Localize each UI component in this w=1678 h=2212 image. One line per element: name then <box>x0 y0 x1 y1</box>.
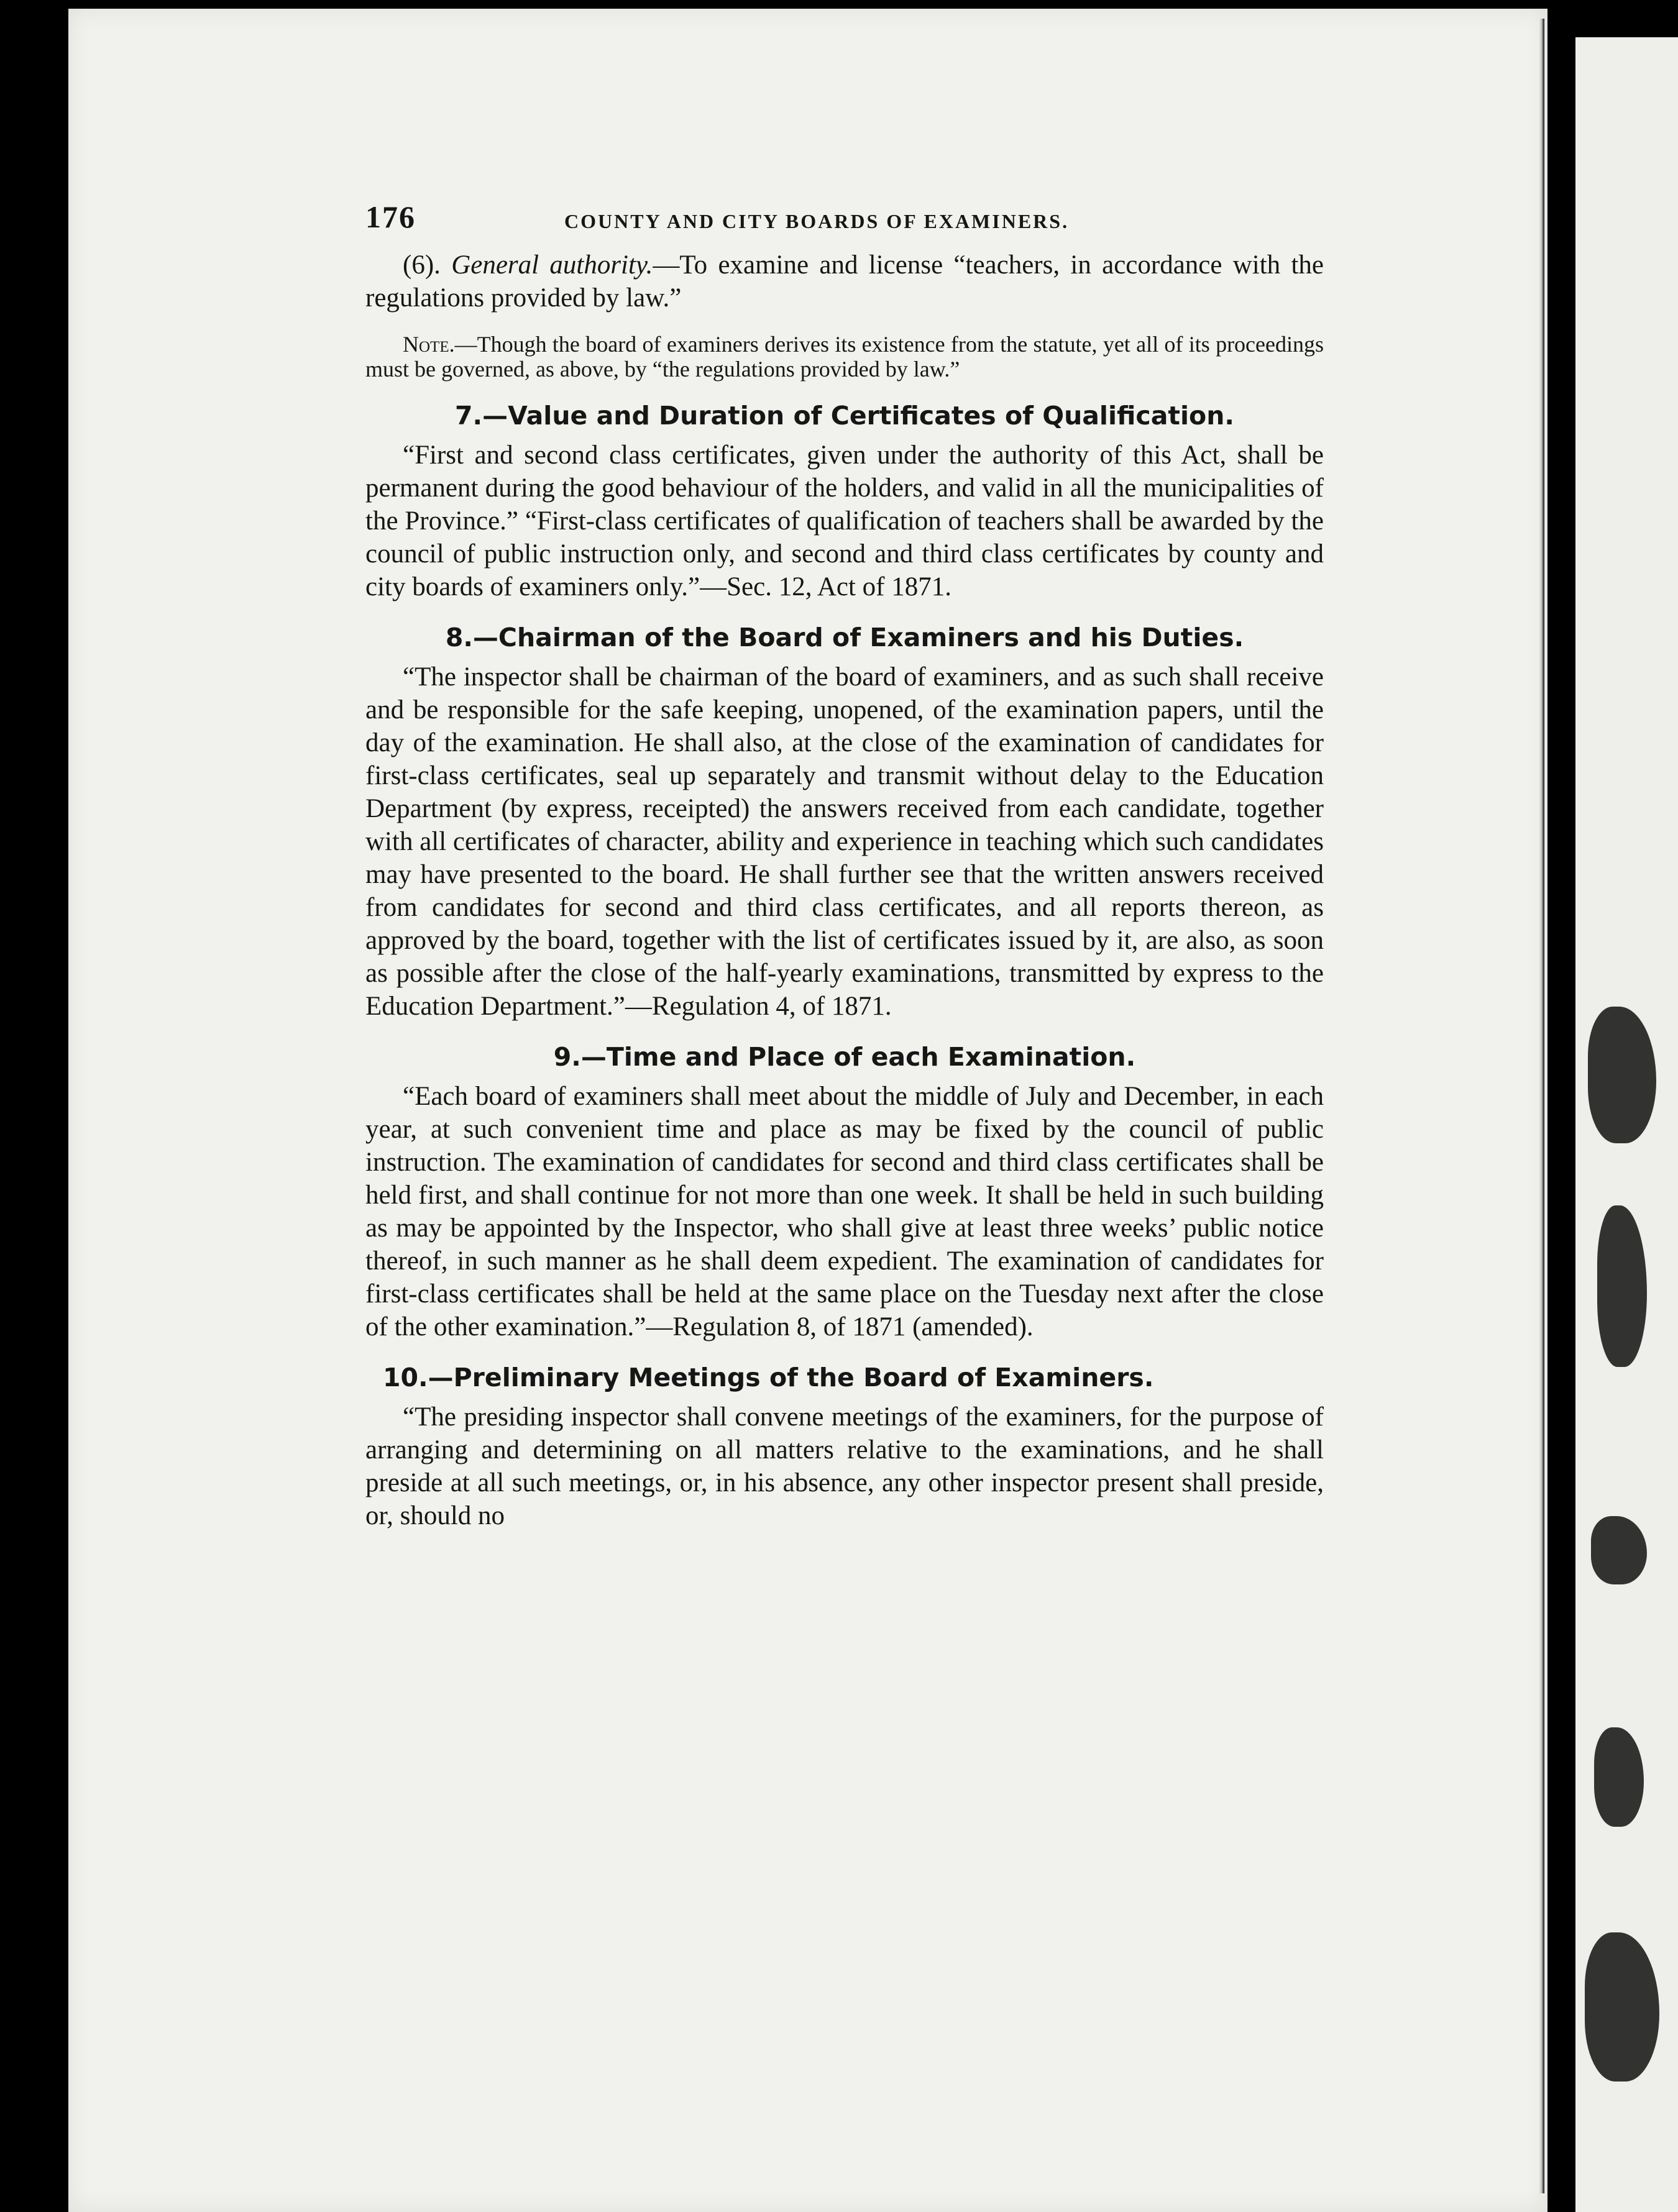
section-10-paragraph: “The presiding inspector shall convene meetings of the examiners, for the purpose of arranging and determining on all matters relative to the examinations, and he shall preside at all such meetings, or, in his absence, any other inspector present shall preside, or, should no <box>365 1402 1324 1530</box>
ink-bleed-mark <box>1597 1205 1647 1367</box>
section-6-paragraph <box>365 249 1324 314</box>
adjacent-page-edge <box>1575 37 1678 2212</box>
note-paragraph <box>365 332 1324 382</box>
ink-bleed-mark <box>1591 1516 1647 1584</box>
section-9-heading: 9.—Time and Place of each Examination. <box>553 1042 1136 1072</box>
page-number: 176 <box>365 199 416 234</box>
ink-bleed-mark <box>1588 1007 1656 1143</box>
page-edge <box>1538 19 1544 2193</box>
page-text <box>365 199 1324 1532</box>
section-6-title: General authority. <box>451 250 653 280</box>
note-text: —Though the board of examiners derives its existence from the statute, yet all of its proceedings must be governed, as above, by “the regulations provided by law.” <box>365 332 1324 382</box>
section-8-heading: 8.—Chairman of the Board of Examiners and his Duties. <box>445 623 1244 652</box>
section-7-paragraph: “First and second class certificates, given under the authority of this Act, shall be permanent during the good behaviour of the holders, and valid in all the municipalities of the Province.” “First-class certificates of qualification of teachers shall be awarded by the council of public instruction only, and second and third class certificates by county and city boards of examiners only.”—Sec. 12, Act of 1871. <box>365 441 1324 601</box>
section-8-paragraph: “The inspector shall be chairman of the board of examiners, and as such shall receive and be responsible for the safe keeping, unopened, of the examination papers, until the day of the examination. He shall also, at the close of the examination of candidates for first-class certificates, seal up separately and transmit without delay to the Education Department (by express, receipted) the answers received from each candidate, together with all certificates of character, ability and experience in teaching which such candidates may have presented to the board. He shall further see that the written answers received from candidates for second and third class certificates, and all reports thereon, as approved by the board, together with the list of certificates issued by it, are also, as soon as possible after the close of the half-yearly examinations, transmitted by express to the Education Department.”—Regulation 4, of 1871. <box>365 662 1324 1021</box>
note-label: Note. <box>403 332 455 357</box>
ink-bleed-mark <box>1585 1932 1659 2082</box>
section-6-number: (6). <box>403 250 441 280</box>
ink-bleed-mark <box>1594 1727 1644 1827</box>
section-9-paragraph: “Each board of examiners shall meet about the middle of July and December, in each year, at such convenient time and place as may be fixed by the council of public instruction. The examination of candidates for second and third class certificates shall be held first, and shall continue for not more than one week. It shall be held in such building as may be appointed by the Inspector, who shall give at least three weeks’ public notice thereof, in such manner as he shall deem expedient. The examination of candidates for first-class certificates shall be held at the same place on the Tuesday next after the close of the other examination.”—Regulation 8, of 1871 (amended). <box>365 1082 1324 1341</box>
section-6-text: —To examine and license “teachers, in accordance with the regulations provided by law.” <box>365 250 1324 313</box>
running-title: COUNTY AND CITY BOARDS OF EXAMINERS. <box>564 210 1070 232</box>
running-header <box>365 199 1324 249</box>
section-10-heading: 10.—Preliminary Meetings of the Board of Examiners. <box>383 1363 1154 1392</box>
section-7-heading: 7.—Value and Duration of Certificates of Qualification. <box>455 401 1234 431</box>
